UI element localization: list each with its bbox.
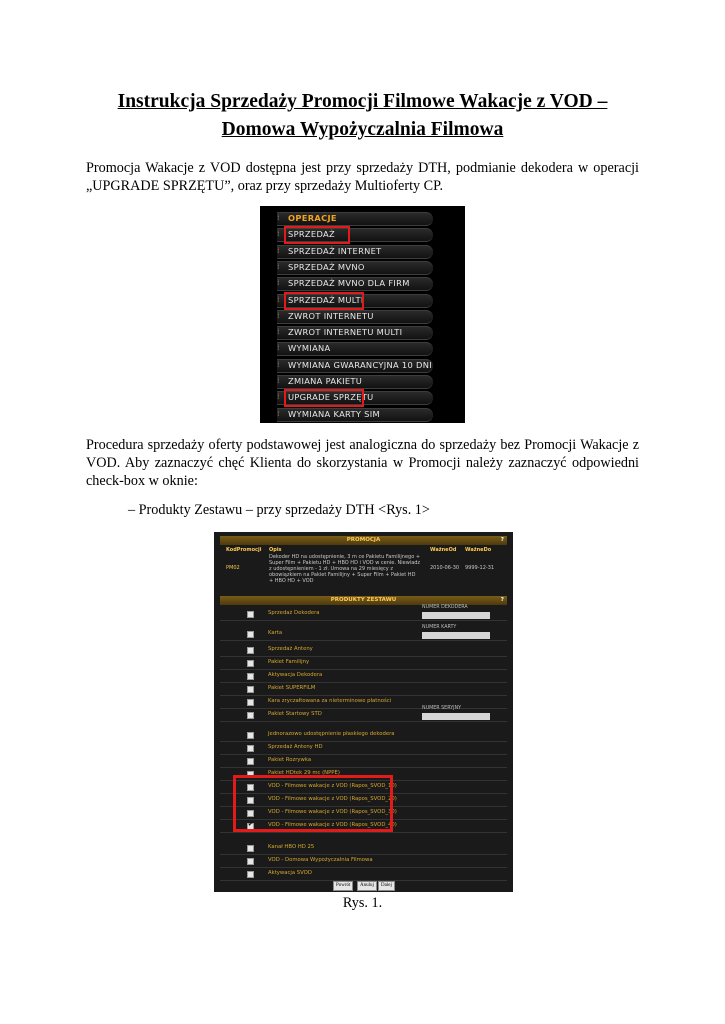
product-row (220, 855, 507, 868)
product-checkbox[interactable] (247, 673, 254, 680)
menu-item[interactable] (260, 226, 465, 242)
highlight-box (284, 389, 364, 407)
product-label: Kara zryczałtowana za nieterminowe płatności (268, 698, 392, 704)
menu-item-label: ZWROT INTERNETU (288, 310, 374, 321)
menu-item-label: SPRZEDAŻ (288, 229, 335, 240)
product-label: Pakiet Familijny (268, 659, 310, 665)
menu-item-label: ZMIANA PAKIETU (288, 376, 363, 386)
product-checkbox[interactable] (247, 732, 254, 739)
product-label: VOD - Filmowe wakacje z VOD (Rapos_SVOD_30) (268, 809, 397, 815)
product-label: Jednorazowo udostępnienie płaskiego dekodera (268, 731, 395, 737)
field-label: NUMER KARTY (422, 625, 457, 630)
product-row (220, 755, 507, 768)
product-label: Sprzedaż Anteny HD (268, 744, 323, 750)
product-checkbox[interactable] (247, 871, 254, 878)
menu-item-label: SPRZEDAŻ MULTI (288, 294, 364, 305)
menu-item[interactable] (260, 389, 465, 405)
menu-item[interactable] (260, 259, 465, 275)
product-row (220, 729, 507, 742)
grip-icon: ⁞ (277, 310, 279, 320)
vod-highlight-box (233, 775, 393, 832)
text-input[interactable] (422, 632, 490, 639)
product-row (220, 644, 507, 657)
promo-valid-from: 2010-06-30 (430, 565, 460, 571)
product-label: VOD - Domowa Wypożyczalnia Filmowa (268, 857, 373, 863)
grip-icon: ⁞ (277, 359, 279, 369)
product-checkbox[interactable] (247, 611, 254, 618)
col-opis-header: Opis (269, 547, 282, 553)
title-line-2: Domowa Wypożyczalnia Filmowa (221, 119, 504, 140)
menu-item-label: WYMIANA KARTY SIM (288, 408, 380, 419)
document-title (40, 88, 685, 144)
product-label: Karta (268, 630, 283, 636)
product-label: Pakiet Startowy STD (268, 711, 322, 717)
product-row (220, 683, 507, 696)
product-checkbox[interactable] (247, 686, 254, 693)
back-button[interactable]: Powrót (333, 881, 353, 891)
promo-code: PM02 (226, 565, 240, 571)
product-label: Pakiet HDtek 29 mc (NPPE) (268, 770, 340, 776)
grip-icon: ⁞ (277, 392, 279, 402)
product-row (220, 657, 507, 670)
highlight-box (284, 226, 350, 244)
menu-item[interactable] (260, 275, 465, 291)
menu-item-label: UPGRADE SPRZĘTU (288, 392, 374, 403)
help-icon[interactable]: ? (500, 597, 504, 603)
product-checkbox[interactable] (247, 699, 254, 706)
grip-icon: ⁞ (277, 213, 279, 222)
grip-icon: ⁞ (277, 327, 279, 337)
field-label: NUMER SERYJNY (422, 706, 462, 711)
promo-description: Dekoder HD na udostępnienie, 3 m ce Pakietu Familijnego + Super Film + Pakietu HD + HBO HD i VOD w cenie. Niewiadz z udostępnieniem - 1 zł. Umowa na 29 miesięcy z obowiązkiem na Pakiet Familijny + Super Film + Pakiet HD + HBO HD + VOD (269, 554, 421, 584)
promo-header-bar: PROMOCJA ? (220, 536, 507, 545)
help-icon[interactable]: ? (500, 537, 504, 543)
text-input[interactable] (422, 612, 490, 619)
product-checkbox[interactable] (247, 631, 254, 638)
field-label: NUMER DEKODERA (422, 605, 468, 610)
procedure-paragraph: Procedura sprzedaży oferty podstawowej jest analogiczna do sprzedaży bez Promocji Wakacje z VOD. Aby zaznaczyć chęć Klienta do skorzystania w Promocji należy zaznaczyć odpowiedni check-box w oknie: (86, 437, 639, 489)
menu-item[interactable] (260, 210, 465, 226)
product-label: VOD - Filmowe wakacje z VOD (Rapos_SVOD_40) (268, 822, 397, 828)
product-checkbox[interactable] (247, 660, 254, 667)
highlight-box (284, 292, 364, 310)
operations-menu-screenshot (260, 206, 465, 423)
product-label: Aktywacja SVOD (268, 870, 312, 876)
cancel-button[interactable]: Anuluj (357, 881, 377, 891)
product-checkbox[interactable] (247, 845, 254, 852)
col-do-header: WażneDo (465, 547, 492, 553)
menu-item[interactable] (260, 324, 465, 340)
menu-item-label: WYMIANA GWARANCYJNA 10 DNI (288, 359, 432, 370)
product-row (220, 868, 507, 881)
product-label: Pakiet SUPERFILM (268, 685, 316, 691)
bullet-item: – Produkty Zestawu – przy sprzedaży DTH <Rys. 1> (128, 502, 430, 518)
menu-item-label: ZWROT INTERNETU MULTI (288, 327, 403, 338)
menu-item-label: OPERACJE (288, 213, 337, 223)
menu-item-label: SPRZEDAŻ MVNO (288, 261, 365, 272)
menu-item-label: SPRZEDAŻ INTERNET (288, 245, 382, 256)
product-label: Sprzedaż Dekodera (268, 610, 320, 616)
menu-item-label: SPRZEDAŻ MVNO DLA FIRM (288, 278, 410, 289)
product-checkbox[interactable] (247, 745, 254, 752)
menu-item[interactable] (260, 243, 465, 259)
product-row (220, 706, 507, 722)
grip-icon: ⁞ (277, 376, 279, 385)
product-label: Pakiet Rozrywka (268, 757, 312, 763)
product-checkbox[interactable] (247, 712, 254, 719)
product-checkbox[interactable] (247, 758, 254, 765)
menu-item[interactable] (260, 357, 465, 373)
grip-icon: ⁞ (277, 294, 279, 304)
grip-icon: ⁞ (277, 229, 279, 239)
product-label: Kanał HBO HD 25 (268, 844, 315, 850)
product-row (220, 742, 507, 755)
menu-item[interactable] (260, 373, 465, 389)
grip-icon: ⁞ (277, 408, 279, 418)
menu-item-label: WYMIANA (288, 343, 331, 354)
promo-valid-to: 9999-12-31 (465, 565, 495, 571)
grip-icon: ⁞ (277, 245, 279, 255)
product-label: VOD - Filmowe wakacje z VOD (Rapos_SVOD_10) (268, 783, 397, 789)
product-row (220, 696, 507, 709)
next-button[interactable]: Dalej (378, 881, 395, 891)
col-kod-header: KodPromocji (226, 547, 262, 553)
menu-item[interactable] (260, 406, 465, 422)
product-label: VOD - Filmowe wakacje z VOD (Rapos_SVOD_20) (268, 796, 397, 802)
product-checkbox[interactable] (247, 647, 254, 654)
product-row (220, 842, 507, 855)
product-row (220, 605, 507, 621)
menu-item[interactable] (260, 292, 465, 308)
product-set-form-screenshot (214, 532, 513, 892)
products-header-bar: PRODUKTY ZESTAWU ? (220, 596, 507, 605)
text-input[interactable] (422, 713, 490, 720)
menu-item[interactable] (260, 308, 465, 324)
title-line-1: Instrukcja Sprzedaży Promocji Filmowe Wakacje z VOD – (117, 91, 608, 112)
product-checkbox[interactable] (247, 858, 254, 865)
product-row (220, 670, 507, 683)
product-label: Sprzedaż Anteny (268, 646, 313, 652)
col-od-header: WażneOd (430, 547, 457, 553)
figure-caption: Rys. 1. (342, 895, 383, 911)
grip-icon: ⁞ (277, 343, 279, 353)
menu-item[interactable] (260, 340, 465, 356)
product-row (220, 625, 507, 641)
grip-icon: ⁞ (277, 261, 279, 271)
intro-paragraph: Promocja Wakacje z VOD dostępna jest przy sprzedaży DTH, podmianie dekodera w operacji „UPGRADE SPRZĘTU”, oraz przy sprzedaży Multioferty CP. (86, 160, 639, 194)
product-label: Aktywacja Dekodera (268, 672, 323, 678)
grip-icon: ⁞ (277, 278, 279, 288)
